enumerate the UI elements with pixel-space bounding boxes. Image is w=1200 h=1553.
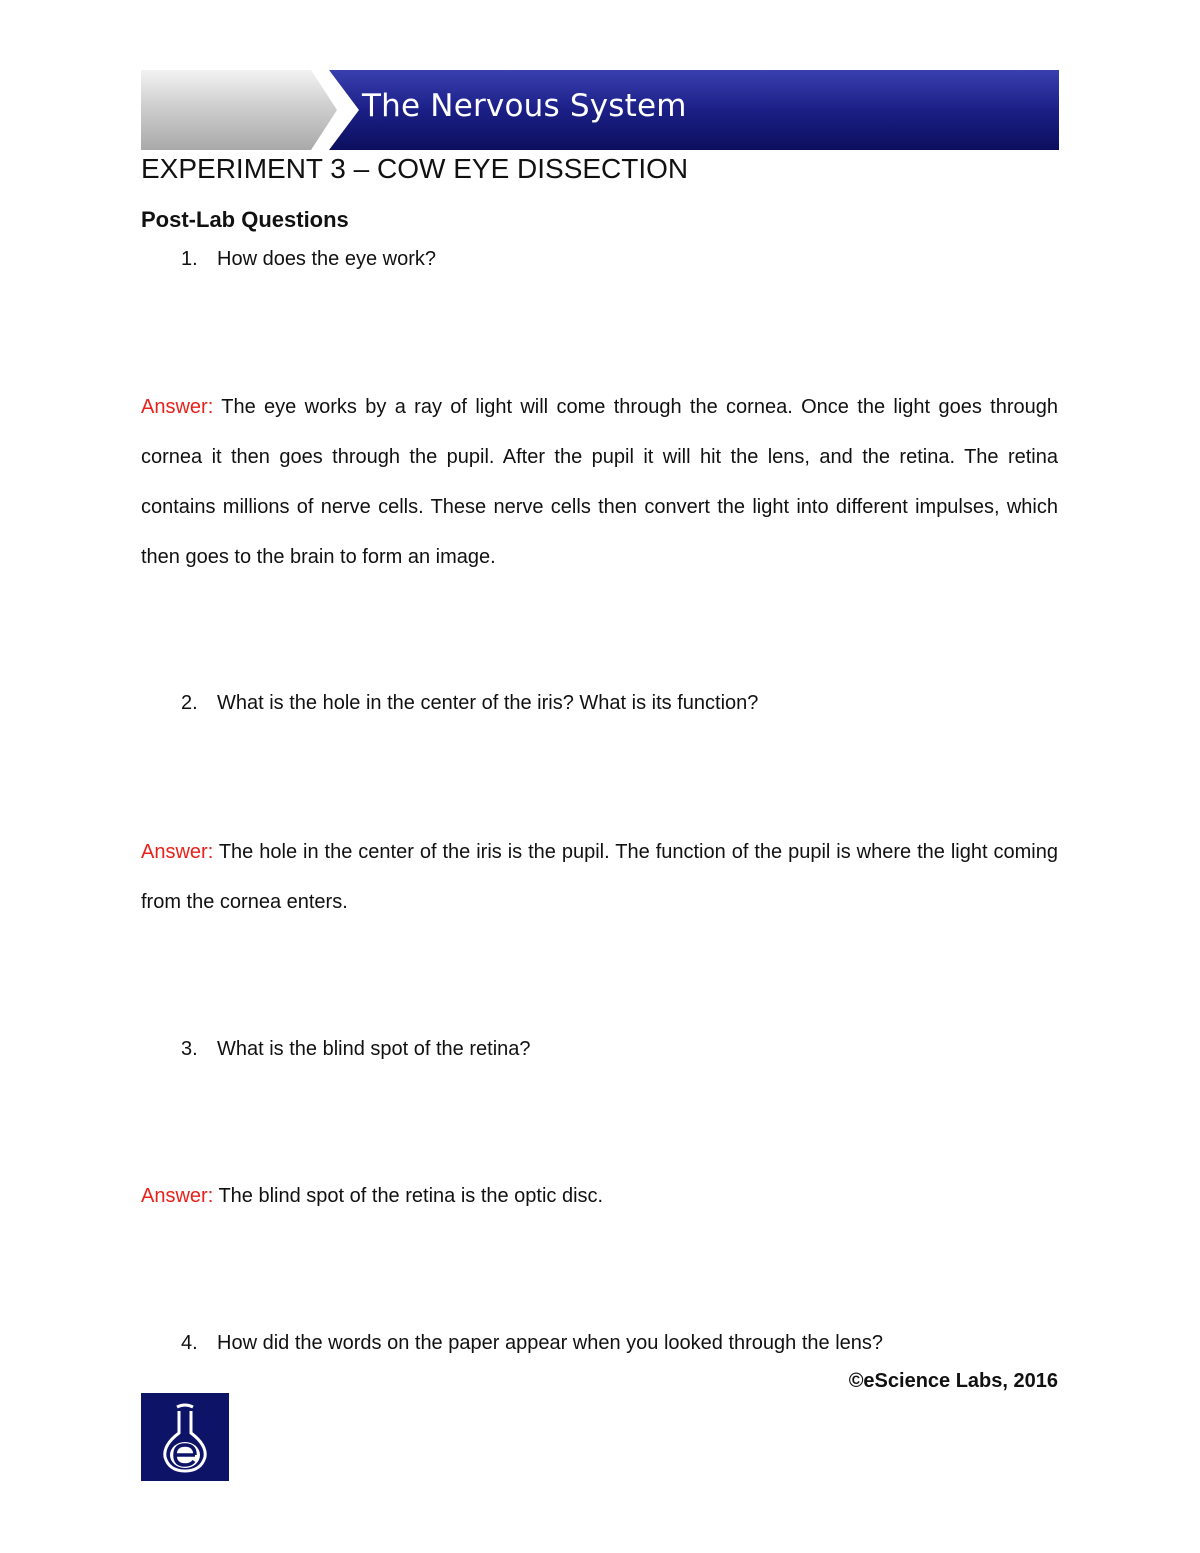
question-3 (181, 1038, 531, 1061)
answer-1 (141, 382, 1058, 582)
answer-text: The blind spot of the retina is the optic disc. (218, 1185, 604, 1207)
question-number: 2. (181, 692, 198, 714)
question-text: What is the blind spot of the retina? (217, 1038, 531, 1060)
answer-2 (141, 827, 1058, 927)
answer-text: The hole in the center of the iris is the pupil. The function of the pupil is where the light coming from the cornea enters. (141, 841, 1058, 913)
question-number: 4. (181, 1332, 198, 1354)
question-text: How did the words on the paper appear when you looked through the lens? (217, 1332, 884, 1354)
question-text: How does the eye work? (217, 248, 437, 270)
section-title: Post-Lab Questions (141, 207, 349, 232)
answer-label: Answer: (141, 1185, 214, 1207)
answer-label: Answer: (141, 841, 214, 863)
question-2 (181, 692, 758, 715)
question-4 (181, 1332, 883, 1355)
answer-label: Answer: (141, 396, 214, 418)
question-1 (181, 248, 436, 271)
copyright-notice: ©eScience Labs, 2016 (848, 1370, 1058, 1392)
answer-3 (141, 1171, 1058, 1221)
header-banner (141, 70, 1059, 150)
question-number: 3. (181, 1038, 198, 1060)
question-number: 1. (181, 248, 198, 270)
question-text: What is the hole in the center of the iris? What is its function? (217, 692, 759, 714)
banner-title: The Nervous System (362, 88, 687, 124)
experiment-title: EXPERIMENT 3 – COW EYE DISSECTION (141, 153, 689, 184)
answer-text: The eye works by a ray of light will come through the cornea. Once the light goes through cornea it then goes through the pupil. After the pupil it will hit the lens, and the retina. The retina contains millions of nerve cells. These nerve cells then convert the light into different impulses, which then goes to the brain to form an image. (141, 396, 1058, 568)
escience-flask-logo-icon (141, 1393, 229, 1481)
